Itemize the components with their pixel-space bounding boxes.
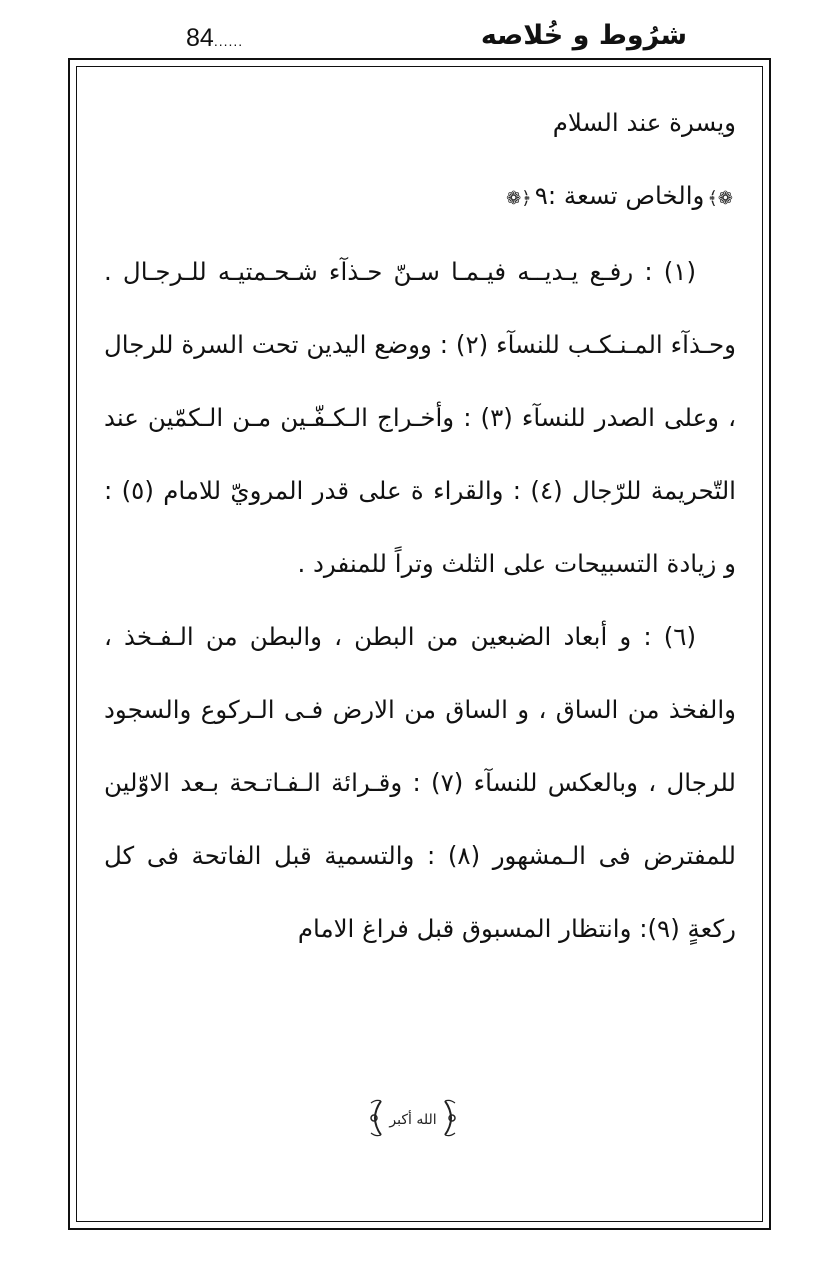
- footer-ornament-text: الله أكبر: [388, 1112, 437, 1128]
- ornament-bracket-right-icon: ❁﴾: [707, 188, 733, 209]
- paragraph-conditions-1-5: (١) : رفـع يـديــه فيـمـا سـنّ حـذآء شـحـمتيـه للـرجـال . وحـذآء المـنـكـب للنسآء (٢) : ووضع اليدين تحت السرة للرجال ، وعلى الصدر للنسآء (٣) : وأخـراج الـكـفّـين مـن الـكمّين عند التّحريمة للرّجال (٤) : والقراء ة على قدر المرويّ للامام (٥) : و زيادة التسبيحات على الثلث وتراً للمنفرد .: [104, 257, 736, 578]
- paragraph-conditions-6-9: (٦) : و أبعاد الضبعين من البطن ، والبطن من الـفـخذ ، والفخذ من الساق ، و الساق من الارض فـى الـركوع والسجود للرجال ، وبالعكس للنسآء (٧) : وقـرائة الـفـاتـحة بـعد الاوّلين للمفترض فى الـمشهور (٨) : والتسمية قبل الفاتحة فى كل ركعةٍ (٩): وانتظار المسبوق قبل فراغ الامام: [104, 622, 736, 943]
- page-number-value: 84: [186, 24, 214, 52]
- book-title: شرُوط و خُلاصه: [480, 20, 687, 51]
- intro-line: ويسرة عند السلام: [552, 108, 736, 137]
- page-number-dots: ......: [213, 33, 244, 49]
- section-heading: [104, 159, 736, 235]
- page-body: [104, 86, 736, 965]
- allahu-akbar-calligraphy-icon: [365, 1093, 461, 1143]
- page-number: [186, 24, 243, 53]
- footer-ornament: [0, 1093, 825, 1147]
- section-heading-text: والخاص تسعة :٩: [534, 181, 705, 210]
- ornament-bracket-left-icon: ﴿❁: [506, 188, 532, 209]
